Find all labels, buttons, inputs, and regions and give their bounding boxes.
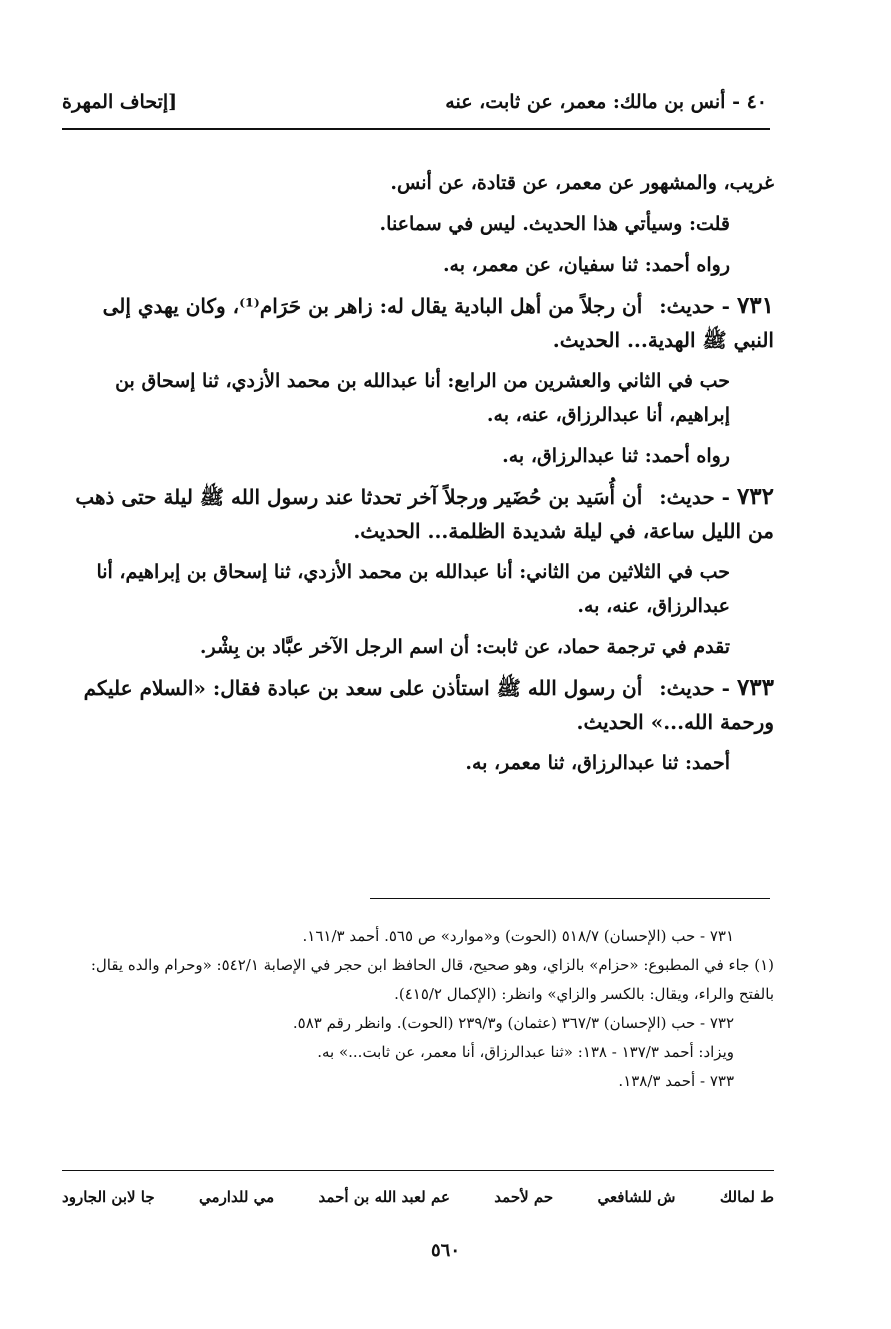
footnote: ٧٣١ - حب (الإحسان) ٥١٨/٧ (الحوت) و«موارد» ص ٥٦٥. أحمد ١٦١/٣. — [302, 927, 734, 945]
abbreviation: ش للشافعي — [597, 1188, 676, 1206]
running-header — [62, 82, 767, 122]
hadith-text: أن أُسَيد بن حُضَير ورجلاً آخر تحدثا عند رسول الله ﷺ ليلة حتى ذهب من الليل ساعة، في ليلة شديدة الظلمة... الحديث. — [75, 485, 774, 543]
abbreviation: ط لمالك — [719, 1188, 774, 1206]
hadith-text: أن رجلاً من أهل البادية يقال له: زاهر بن حَرَام⁽¹⁾، وكان يهدي إلى النبي ﷺ الهدية... الحديث. — [102, 294, 774, 352]
abbreviations-rule — [62, 1170, 774, 1171]
paragraph: أحمد: ثنا عبدالرزاق، ثنا معمر، به. — [465, 752, 730, 774]
abbreviation: عم لعبد الله بن أحمد — [318, 1188, 450, 1206]
footnotes — [62, 922, 774, 1096]
main-text — [62, 166, 774, 787]
paragraph: غريب، والمشهور عن معمر، عن قتادة، عن أنس. — [390, 172, 774, 194]
abbreviation: جا لابن الجارود — [62, 1188, 155, 1206]
header-chapter-title: ٤٠ - أنس بن مالك: معمر، عن ثابت، عنه — [445, 91, 767, 113]
hadith-number: ٧٣١ — [736, 292, 774, 319]
paragraph: قلت: وسيأتي هذا الحديث. ليس في سماعنا. — [379, 213, 730, 235]
paragraph: رواه أحمد: ثنا سفيان، عن معمر، به. — [442, 254, 730, 276]
hadith-label: - حديث: — [659, 676, 730, 700]
abbreviation: مي للدارمي — [199, 1188, 275, 1206]
page-number: ٥٦٠ — [430, 1240, 460, 1261]
hadith-entry-731 — [62, 289, 774, 357]
paragraph: حب في الثاني والعشرين من الرابع: أنا عبدالله بن محمد الأزدي، ثنا إسحاق بن إبراهيم، أنا عبدالرزاق، عنه، به. — [115, 370, 730, 426]
hadith-number: ٧٣٢ — [736, 483, 774, 510]
hadith-label: - حديث: — [659, 485, 730, 509]
hadith-number: ٧٣٣ — [736, 674, 774, 701]
hadith-entry-733 — [62, 671, 774, 739]
abbreviations-legend — [62, 1188, 774, 1206]
footnote-rule — [370, 898, 770, 899]
footnote: ٧٣٣ - أحمد ١٣٨/٣. — [618, 1072, 734, 1090]
footnote: ويزاد: أحمد ١٣٧/٣ - ١٣٨: «ثنا عبدالرزاق، أنا معمر، عن ثابت...» به. — [317, 1043, 734, 1061]
footnote: ٧٣٢ - حب (الإحسان) ٣٦٧/٣ (عثمان) و٢٣٩/٣ (الحوت). وانظر رقم ٥٨٣. — [292, 1014, 734, 1032]
hadith-label: - حديث: — [659, 294, 730, 318]
header-rule — [62, 128, 770, 130]
header-book-title: [إتحاف المهرة — [62, 91, 178, 113]
abbreviation: حم لأحمد — [494, 1188, 554, 1206]
paragraph: تقدم في ترجمة حماد، عن ثابت: أن اسم الرجل الآخر عبَّاد بن بِشْر. — [199, 636, 730, 658]
hadith-entry-732 — [62, 480, 774, 548]
footnote: (١) جاء في المطبوع: «حزام» بالزاي، وهو صحيح، قال الحافظ ابن حجر في الإصابة ٥٤٢/١: «وحرام والده يقال: بالفتح والراء، ويقال: بالكسر والزاي» وانظر: (الإكمال ٤١٥/٢). — [90, 956, 774, 1003]
paragraph: حب في الثلاثين من الثاني: أنا عبدالله بن محمد الأزدي، ثنا إسحاق بن إبراهيم، أنا عبدالرزاق، عنه، به. — [96, 561, 730, 617]
hadith-text: أن رسول الله ﷺ استأذن على سعد بن عبادة فقال: «السلام عليكم ورحمة الله...» الحديث. — [83, 676, 774, 734]
paragraph: رواه أحمد: ثنا عبدالرزاق، به. — [502, 445, 730, 467]
